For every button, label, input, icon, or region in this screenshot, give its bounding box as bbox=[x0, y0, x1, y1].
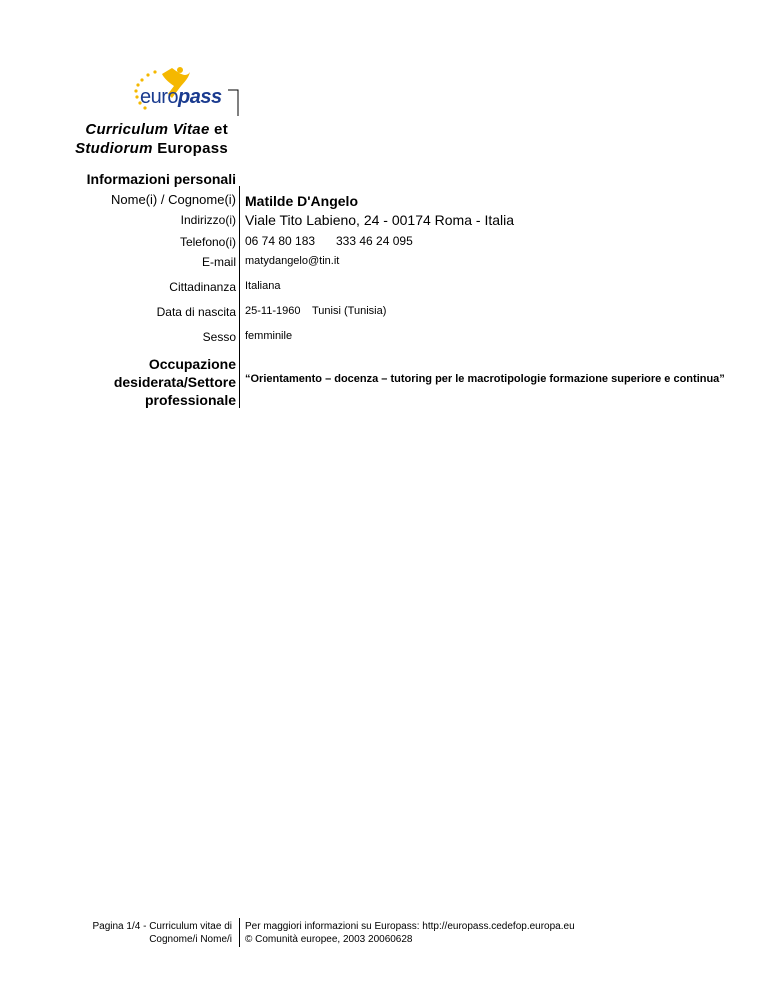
birth-place: Tunisi (Tunisia) bbox=[312, 305, 387, 317]
divider-vertical-main bbox=[239, 186, 240, 408]
name-value: Matilde D'Angelo bbox=[245, 193, 358, 209]
occupation-value: “Orientamento – docenza – tutoring per le macrotipologie formazione superiore e continua” bbox=[245, 373, 725, 385]
footer-info-line1: Per maggiori informazioni su Europass: http://europass.cedefop.europa.eu bbox=[245, 921, 575, 932]
address-value: Viale Tito Labieno, 24 - 00174 Roma - Italia bbox=[245, 212, 515, 228]
cv-title-rest-2: Europass bbox=[152, 140, 228, 157]
sex-value: femminile bbox=[245, 330, 293, 342]
footer-page-info bbox=[92, 920, 232, 946]
wordmark-euro: euro bbox=[140, 86, 179, 108]
wordmark-pass: pass bbox=[178, 86, 222, 108]
cv-title-italic-2: Studiorum bbox=[75, 140, 153, 157]
footer-page-line2: Cognome/i Nome/i bbox=[149, 934, 232, 945]
cv-title-line2 bbox=[75, 140, 228, 157]
sex-label: Sesso bbox=[202, 330, 236, 344]
name-label: Nome(i) / Cognome(i) bbox=[111, 192, 236, 207]
phone-value-1: 06 74 80 183 bbox=[245, 234, 316, 248]
phone-value-2: 333 46 24 095 bbox=[336, 234, 413, 248]
address-label: Indirizzo(i) bbox=[180, 213, 236, 227]
occupation-label-line3: professionale bbox=[144, 392, 236, 408]
section-title-personal: Informazioni personali bbox=[86, 171, 236, 187]
footer-info-line2: © Comunità europee, 2003 20060628 bbox=[245, 934, 413, 945]
birth-date: 25-11-1960 bbox=[245, 305, 301, 317]
europass-logo bbox=[128, 64, 240, 116]
cv-title-rest-1: et bbox=[209, 121, 228, 138]
email-label: E-mail bbox=[201, 255, 236, 269]
footer-europass-info bbox=[245, 920, 575, 946]
cv-title-line1 bbox=[85, 121, 228, 138]
divider-vertical-footer bbox=[239, 918, 240, 947]
birth-label: Data di nascita bbox=[156, 305, 236, 319]
citizenship-label: Cittadinanza bbox=[169, 280, 236, 294]
europass-wordmark bbox=[140, 86, 222, 109]
footer-page-line1: Pagina 1/4 - Curriculum vitae di bbox=[92, 921, 232, 932]
occupation-label-line1: Occupazione bbox=[148, 356, 236, 372]
phone-label: Telefono(i) bbox=[179, 235, 236, 249]
citizenship-value: Italiana bbox=[245, 280, 281, 292]
occupation-label-line2: desiderata/Settore bbox=[113, 374, 236, 390]
cv-title-italic-1: Curriculum Vitae bbox=[85, 121, 210, 138]
email-value: matydangelo@tin.it bbox=[245, 255, 340, 267]
occupation-label bbox=[114, 355, 236, 409]
